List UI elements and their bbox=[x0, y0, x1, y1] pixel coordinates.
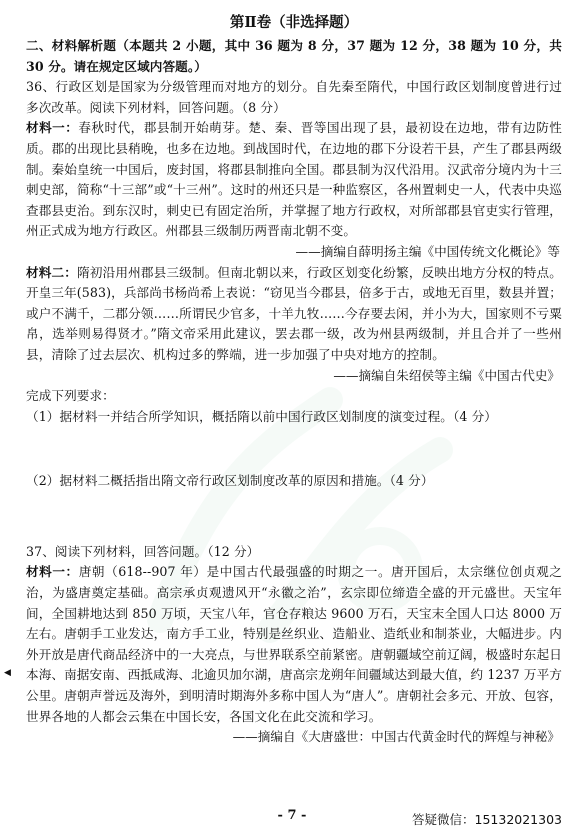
material-label: 材料一： bbox=[26, 564, 79, 580]
answer-space bbox=[26, 427, 562, 471]
q36-material-2 bbox=[26, 263, 562, 366]
q36-intro: 36、行政区划是国家为分级管理而对地方的划分。自先秦至隋代，中国行政区划制度曾进行过多次改革。阅读下列材料，回答问题。（8 分） bbox=[26, 79, 562, 115]
material-text: 唐朝（618--907 年）是中国古代最强盛的时期之一。唐开国后，太宗继位创贞观之治，为盛唐奠定基础。高宗承贞观遗风开“永徽之治”，玄宗即位缔造全盛的开元盛世。天宝年间，全国耕地达到 850 万顷，天宝八年，官仓存粮达 9600 万石，天宝末全国人口达 8000 万左右。唐朝手工业发达，南方手工业，特别是丝织业、造船业、造纸业和制茶业，大幅进步。内外开放是唐代商品经济中的一大亮点，与世界联系空前紧密。唐朝疆域空前辽阔，极盛时东起日本海、南据安南、西抵咸海、北逾贝加尔湖，唐高宗龙朔年间疆域达到最大值，约 1237 万平方公里。唐朝声誉远及海外，到明清时期海外多称中国人为“唐人”。唐朝社会多元、开放、包容，世界各地的人都会云集在中国长安，各国文化在此交流和学习。 bbox=[26, 564, 562, 724]
material-text: 春秋时代，郡县制开始萌芽。楚、秦、晋等国出现了县，最初设在边地，带有边防性质。郡的出现比县稍晚，也多在边地。到战国时代，在边地的郡下分设若干县，产生了郡县两级制。秦始皇统一中国后，废封国，将郡县制推向全国。郡县制为汉代沿用。汉武帝分境内为十三刺史部，简称“十三部”或“十三州”。这时的州还只是一种监察区，各州置刺史一人，代表中央巡查郡县吏治。到东汉时，刺史已有固定治所，并掌握了地方行政权，对所部郡县官吏实行管理，州正式成为地方行政区。州郡县三级制历两晋南北朝不变。 bbox=[26, 120, 563, 239]
q36-material-1 bbox=[26, 118, 562, 242]
margin-mark: ◀ bbox=[4, 668, 11, 678]
material-label: 材料二： bbox=[26, 264, 78, 280]
exam-page bbox=[26, 12, 562, 748]
q37-material-1 bbox=[26, 562, 562, 727]
q36-material-1-source: ——摘编自薛明扬主编《中国传统文化概论》等 bbox=[295, 243, 560, 259]
q36-task-1: （1）据材料一并结合所学知识，概括隋以前中国行政区划制度的演变过程。（4 分） bbox=[26, 408, 498, 424]
part-header: 二、材料解析题（本题共 2 小题，其中 36 题为 8 分，37 题为 12 分，38 题为 10 分，共 30 分。请在规定区域内答题。） bbox=[26, 38, 562, 74]
page-number: - 7 - bbox=[277, 808, 307, 823]
q36-material-2-source: ——摘编自朱绍侯等主编《中国古代史》 bbox=[333, 367, 560, 383]
answer-space bbox=[26, 492, 562, 542]
q37-intro: 37、阅读下列材料，回答问题。（12 分） bbox=[26, 543, 260, 559]
wechat-contact: 答疑微信：15132021303 bbox=[412, 812, 562, 827]
q36-task-2: （2）据材料二概括指出隋文帝行政区划制度改革的原因和措施。（4 分） bbox=[26, 473, 434, 489]
material-label: 材料一： bbox=[26, 120, 79, 136]
q37-material-1-source: ——摘编自《大唐盛世：中国古代黄金时代的辉煌与神秘》 bbox=[232, 729, 560, 745]
material-text: 隋初沿用州郡县三级制。但南北朝以来，行政区划变化纷繁，反映出地方分权的特点。开皇三年(583)，兵部尚书杨尚希上表说：“窃见当今郡县，倍多于古，或地无百里，数县并置；或户不满千，二郡分领……所谓民少官多，十羊九牧……今存要去闲，并小为大，国家则不亏粟帛，选举则易得贤才。”隋文帝采用此建议，罢去郡一级，改为州县两级制，并且合并了一些州县，清除了过去层次、机构过多的弊端，进一步加强了中央对地方的控制。 bbox=[26, 264, 562, 362]
q36-task-header: 完成下列要求： bbox=[26, 388, 115, 404]
page-footer bbox=[0, 806, 584, 830]
section-title: 第Ⅱ卷（非选择题） bbox=[229, 14, 359, 31]
